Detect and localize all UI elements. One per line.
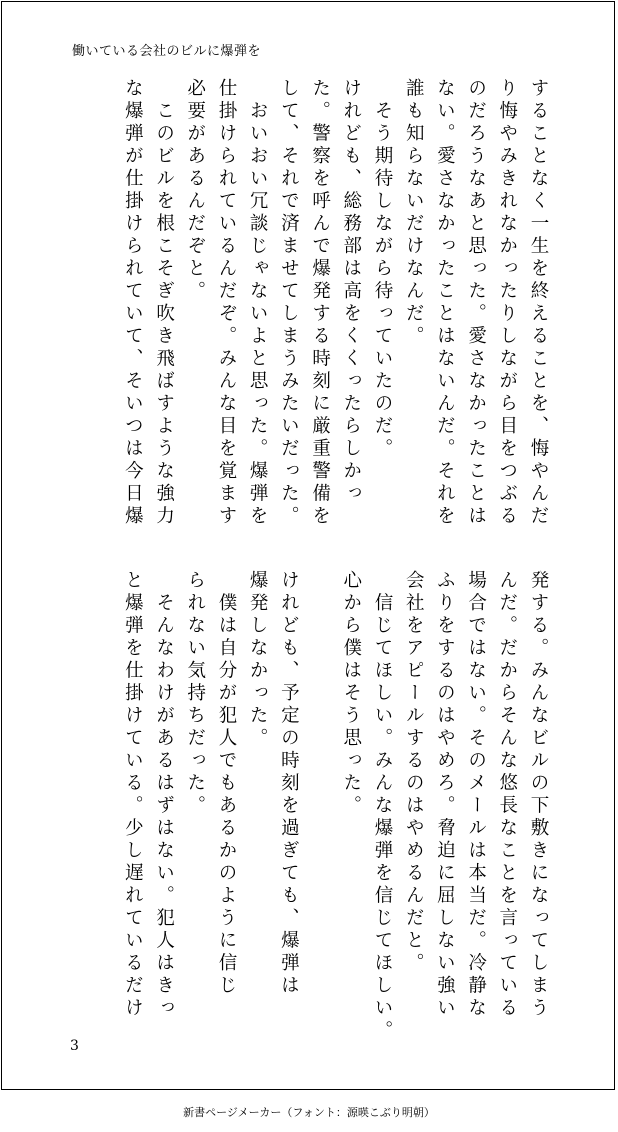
text-column: けれども、総務部は高をくくったらしかっ xyxy=(340,78,362,506)
text-block-top xyxy=(117,78,554,528)
text-column: り悔やみきれなかったりしながら目をつぶる xyxy=(496,78,518,528)
text-column: な爆弾が仕掛けられていて、そいつは今日爆 xyxy=(122,78,144,528)
text-column: 仕掛けられているんだぞ。みんな目を覚ます xyxy=(215,78,237,528)
text-column: んだ。だからそんな悠長なことを言っている xyxy=(496,570,518,1020)
text-column: することなく一生を終えることを、悔やんだ xyxy=(528,78,549,528)
text-column: 誰も知らないだけなんだ。 xyxy=(403,78,425,348)
text-block-bottom xyxy=(117,570,554,1043)
text-column: おいおい冗談じゃないよと思った。爆弾を xyxy=(247,78,269,528)
text-column: ない。愛さなかったことはないんだ。それを xyxy=(434,78,456,528)
text-column: と爆弾を仕掛けている。少し遅れているだけ xyxy=(122,570,144,1020)
text-column: そんなわけがあるはずはない。犯人はきっ xyxy=(153,570,175,1020)
text-column xyxy=(304,570,335,1020)
text-column: けれども、予定の時刻を過ぎても、爆弾は xyxy=(278,570,300,998)
text-column: して、それで済ませてしまうみたいだった。 xyxy=(278,78,300,528)
text-column: ふりをするのはやめろ。脅迫に屈しない強い xyxy=(434,570,456,1020)
text-column: このビルを根こそぎ吹き飛ばすような強力 xyxy=(153,78,175,528)
text-column: 発する。みんなビルの下敷きになってしまう xyxy=(528,570,549,1020)
text-column: 信じてほしい。みんな爆弾を信じてほしい。 xyxy=(371,570,393,1043)
text-column: 僕は自分が犯人でもあるかのように信じ xyxy=(215,570,237,998)
footer-credit: 新書ページメーカー（フォント：源暎こぶり明朝） xyxy=(183,1106,435,1119)
text-column: 心から僕はそう思った。 xyxy=(340,570,362,818)
text-column: のだろうなあと思った。愛さなかったことは xyxy=(465,78,487,528)
page-frame xyxy=(1,1,615,1090)
text-column: 爆発しなかった。 xyxy=(247,570,269,750)
text-column: た。警察を呼んで爆発する時刻に厳重警備を xyxy=(309,78,331,528)
page-number: 3 xyxy=(70,1038,79,1054)
text-column: 会社をアピールするのはやめるんだと。 xyxy=(403,570,425,975)
text-column: られない気持ちだった。 xyxy=(184,570,206,818)
running-header: 働いている会社のビルに爆弾を xyxy=(72,44,262,59)
text-column: 必要があるんだぞと。 xyxy=(184,78,206,303)
text-column: 場合ではない。そのメールは本当だ。冷静な xyxy=(465,570,487,1020)
text-column: そう期待しながら待っていたのだ。 xyxy=(371,78,393,461)
